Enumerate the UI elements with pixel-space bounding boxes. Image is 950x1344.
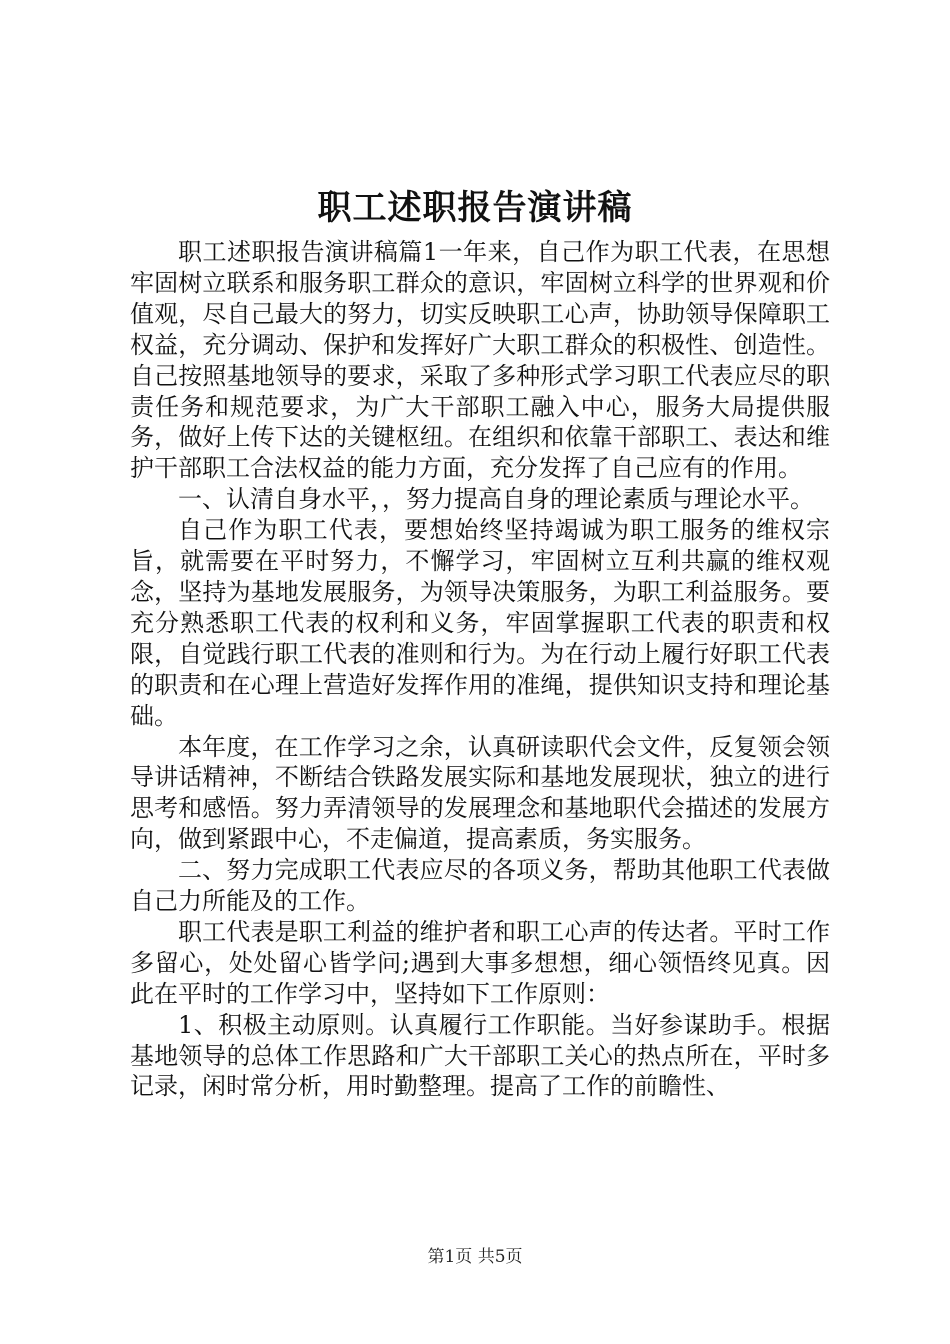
page-number-footer: 第1页 共5页 xyxy=(427,1247,523,1267)
paragraph: 自己作为职工代表，要想始终坚持竭诚为职工服务的维权宗旨，就需要在平时努力，不懈学习，牢固树立互利共赢的维权观念，坚持为基地发展服务，为领导决策服务，为职工利益服务。要充分熟悉职工代表的权利和义务，牢固掌握职工代表的职责和权限，自觉践行职工代表的准则和行为。为在行动上履行好职工代表的职责和在心理上营造好发挥作用的准绳，提供知识支持和理论基础。 xyxy=(130,516,830,730)
paragraph: 职工代表是职工利益的维护者和职工心声的传达者。平时工作多留心，处处留心皆学问;遇到大事多想想，细心领悟终见真。因此在平时的工作学习中，坚持如下工作原则： xyxy=(130,917,830,1008)
paragraph: 1、积极主动原则。认真履行工作职能。当好参谋助手。根据基地领导的总体工作思路和广大干部职工关心的热点所在，平时多记录，闲时常分析，用时勤整理。提高了工作的前瞻性、 xyxy=(130,1010,830,1101)
document-body xyxy=(130,237,830,1102)
paragraph: 本年度，在工作学习之余，认真研读职代会文件，反复领会领导讲话精神，不断结合铁路发展实际和基地发展现状，独立的进行思考和感悟。努力弄清领导的发展理念和基地职代会描述的发展方向，做到紧跟中心，不走偏道，提高素质，务实服务。 xyxy=(130,732,830,854)
paragraph: 职工述职报告演讲稿篇1一年来，自己作为职工代表，在思想牢固树立联系和服务职工群众的意识，牢固树立科学的世界观和价值观，尽自己最大的努力，切实反映职工心声，协助领导保障职工权益，充分调动、保护和发挥好广大职工群众的积极性、创造性。自己按照基地领导的要求，采取了多种形式学习职工代表应尽的职责任务和规范要求，为广大干部职工融入中心，服务大局提供服务，做好上传下达的关键枢纽。在组织和依靠干部职工、表达和维护干部职工合法权益的能力方面，充分发挥了自己应有的作用。 xyxy=(130,238,830,483)
document-title: 职工述职报告演讲稿 xyxy=(317,188,633,228)
section-heading: 二、努力完成职工代表应尽的各项义务，帮助其他职工代表做自己力所能及的工作。 xyxy=(130,856,830,916)
section-heading: 一、认清自身水平，，努力提高自身的理论素质与理论水平。 xyxy=(178,485,814,514)
